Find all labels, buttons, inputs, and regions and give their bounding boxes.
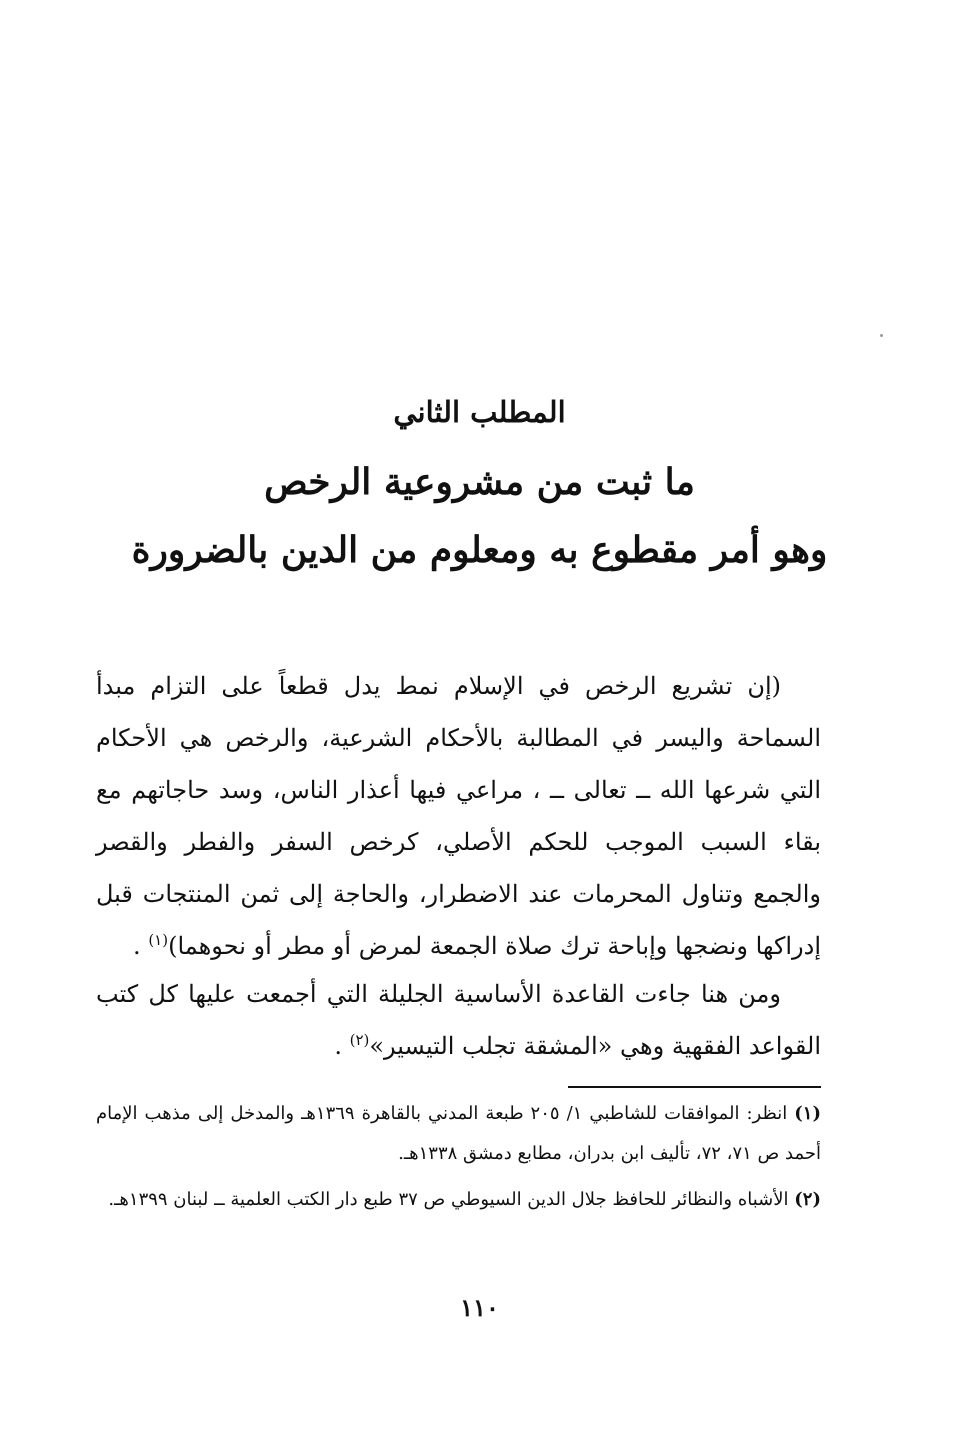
paragraph-1-end: . [133,932,141,960]
footnote-1 [96,1094,821,1174]
chapter-title-line-2: وهو أمر مقطوع به ومعلوم من الدين بالضرورة [131,529,828,571]
body-paragraph-2 [96,968,821,1072]
chapter-title-line-1: ما ثبت من مشروعية الرخص [264,461,695,503]
footnote-separator [568,1086,821,1088]
footnote-1-number: (١) [794,1103,821,1124]
footnote-2-number: (٢) [794,1189,821,1210]
paragraph-2-text: ومن هنا جاءت القاعدة الأساسية الجليلة التي أجمعت عليها كل كتب القواعد الفقهية وهي «المشقة تجلب التيسير» [96,980,821,1060]
section-label: المطلب الثاني [393,395,566,429]
footnote-2 [96,1180,821,1220]
footnote-2-text: الأشباه والنظائر للحافظ جلال الدين السيوطي ص ٣٧ طبع دار الكتب العلمية ــ لبنان ١٣٩٩هـ. [108,1189,789,1210]
paragraph-2-end: . [334,1032,342,1060]
body-paragraph-1 [96,660,821,972]
footnote-ref-1: (١) [148,931,169,949]
paragraph-1-text: (إن تشريع الرخص في الإسلام نمط يدل قطعاً على التزام مبدأ السماحة واليسر في المطالبة بالأحكام الشرعية، والرخص هي الأحكام التي شرعها الله ــ تعالى ــ ، مراعي فيها أعذار الناس، وسد حاجاتهم مع بقاء السبب الموجب للحكم الأصلي، كرخص السفر والفطر والقصر والجمع وتناول المحرمات عند الاضطرار، والحاجة إلى ثمن المنتجات قبل إدراكها ونضجها وإباحة ترك صلاة الجمعة لمرض أو مطر أو نحوهما) [96,672,821,960]
footnote-ref-2: (٢) [349,1031,370,1049]
footnote-1-text: انظر: الموافقات للشاطبي ١/ ٢٠٥ طبعة المدني بالقاهرة ١٣٦٩هـ والمدخل إلى مذهب الإمام أحمد ص ٧١، ٧٢، تأليف ابن بدران، مطابع دمشق ١٣٣٨هـ. [96,1103,821,1164]
page-number: ١١٠ [460,1293,499,1322]
scan-speck [880,334,883,337]
